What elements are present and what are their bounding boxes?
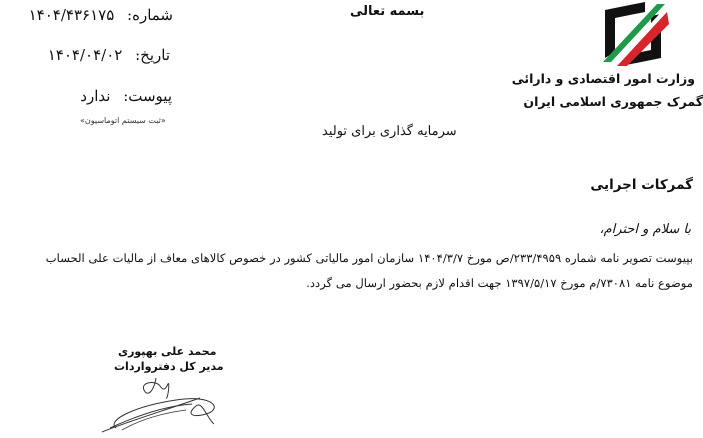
letter-body-line-1: بپیوست تصویر نامه شماره ۲۳۳/۴۹۵۹/ص مورخ ۱۴۰۴/۳/۷ سازمان امور مالیاتی کشور در خصوص کالاهای معاف از مالیات علی الحساب: [45, 251, 693, 265]
customs-logo-icon: [597, 0, 669, 68]
letter-subject: سرمایه گذاری برای تولید: [322, 124, 457, 139]
letter-number-label: شماره:: [127, 6, 173, 24]
letter-attachment-label: پیوست:: [123, 87, 172, 105]
letter-number-value: ۱۴۰۴/۴۳۶۱۷۵: [28, 6, 115, 24]
handwritten-signature-icon: [96, 370, 226, 436]
signatory-title: مدیر کل دفترواردات: [114, 360, 224, 373]
letter-attachment: [80, 87, 172, 105]
letter-body-line-2: موضوع نامه ۷۳۰۸۱/م مورخ ۱۳۹۷/۵/۱۷ جهت اقدام لازم بحضور ارسال می گردد.: [306, 276, 693, 290]
automation-note: «ثبت سیستم اتوماسیون»: [80, 116, 166, 125]
bismillah-heading: بسمه تعالی: [350, 4, 425, 19]
signatory-name: محمد علی بهپوری: [118, 345, 217, 358]
letter-attachment-value: ندارد: [80, 87, 111, 105]
letter-greeting: با سلام و احترام،: [599, 222, 691, 237]
agency-name: گمرک جمهوری اسلامی ایران: [523, 94, 703, 109]
ministry-name: وزارت امور اقتصادی و دارائی: [511, 71, 695, 86]
letter-date: [48, 46, 170, 64]
letter-number: [29, 6, 173, 24]
letter-recipient: گمرکات اجرایی: [590, 177, 693, 193]
letter-date-value: ۱۴۰۴/۰۴/۰۲: [47, 46, 123, 64]
letter-date-label: تاریخ:: [135, 46, 170, 64]
